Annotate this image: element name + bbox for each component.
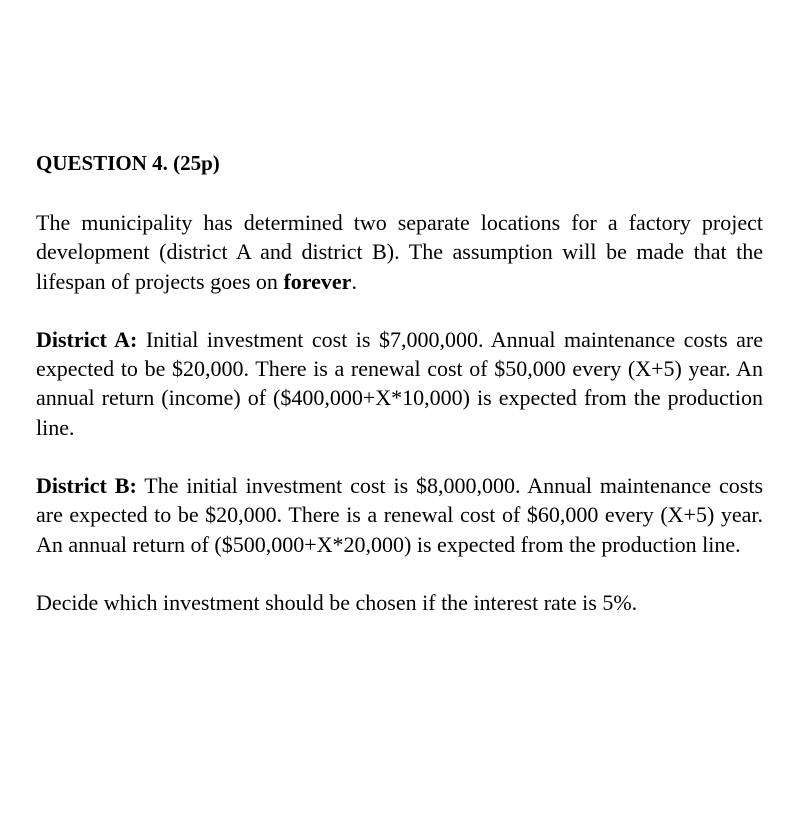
intro-text: The municipality has determined two separate locations for a factory project development (district A and district B). The assumption will be made that the lifespan of projects goes on xyxy=(36,210,763,294)
intro-paragraph xyxy=(36,208,763,296)
district-b-label: District B: xyxy=(36,473,137,499)
question-document xyxy=(36,150,763,646)
intro-text-end: . xyxy=(351,268,357,294)
district-a-label: District A: xyxy=(36,326,138,352)
question-heading: QUESTION 4. (25p) xyxy=(36,151,220,175)
district-b-paragraph xyxy=(36,471,763,559)
district-a-paragraph xyxy=(36,325,763,442)
intro-emphasis: forever xyxy=(283,268,352,294)
closing-paragraph: Decide which investment should be chosen if the interest rate is 5%. xyxy=(36,589,638,615)
district-b-text: The initial investment cost is $8,000,000. Annual maintenance costs are expected to be $20,000. There is a renewal cost of $60,000 every (X+5) year. An annual return of ($500,000+X*20,000) is expected from the production line. xyxy=(36,473,764,557)
district-a-text: Initial investment cost is $7,000,000. Annual maintenance costs are expected to be $20,000. There is a renewal cost of $50,000 every (X+5) year. An annual return (income) of ($400,000+X*10,000) is expected from the production line. xyxy=(36,326,763,440)
